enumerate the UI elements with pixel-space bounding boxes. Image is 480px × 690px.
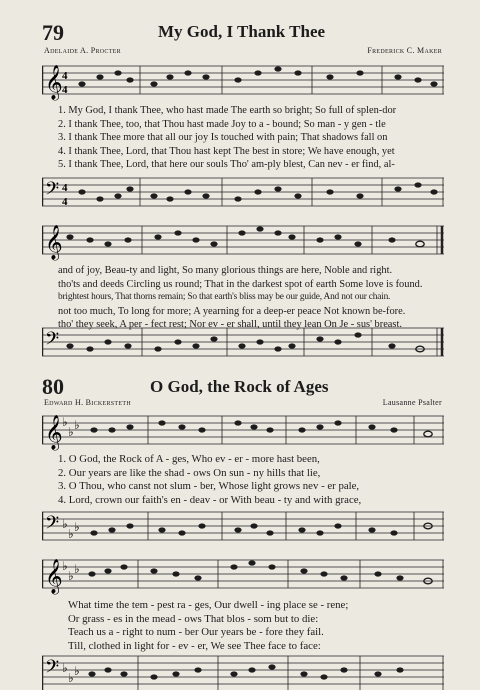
svg-text:𝄢: 𝄢 bbox=[45, 179, 60, 204]
treble-staff bbox=[42, 220, 446, 262]
verse-line: What time the tem - pest ra - ges, Our dwell - ing place se - rene; bbox=[68, 599, 349, 611]
treble-staff bbox=[42, 60, 446, 102]
verse-line: 4. I thank Thee, Lord, that Thou hast kept The best in store; We have enough, yet bbox=[58, 145, 395, 157]
svg-text:𝄞: 𝄞 bbox=[45, 225, 63, 260]
svg-text:♭: ♭ bbox=[74, 520, 80, 534]
verse-line: Till, clothed in light for - ev - er, We see Thee face to face: bbox=[68, 639, 321, 652]
svg-text:𝄞: 𝄞 bbox=[45, 415, 63, 450]
verse-line: tho' they seek, A per - fect rest; Nor ev - er shall, until they lean On Je - sus' breast. bbox=[58, 319, 402, 331]
svg-text:𝄢: 𝄢 bbox=[45, 657, 60, 682]
svg-text:♭: ♭ bbox=[62, 661, 68, 675]
svg-text:♭: ♭ bbox=[62, 559, 68, 573]
verse-line: and of joy, Beau-ty and light, So many glorious things are here, Noble and right. bbox=[58, 265, 393, 276]
svg-text:4: 4 bbox=[62, 84, 68, 96]
svg-text:♭: ♭ bbox=[68, 671, 74, 685]
verse-lyrics bbox=[58, 453, 361, 507]
svg-text:♭: ♭ bbox=[74, 418, 80, 432]
svg-text:♭: ♭ bbox=[62, 415, 68, 429]
svg-text:4: 4 bbox=[62, 70, 68, 82]
verse-line: 2. Our years are like the shad - ows On sun - ny hills that lie, bbox=[58, 466, 321, 479]
treble-staff bbox=[42, 554, 446, 596]
bass-staff bbox=[42, 506, 446, 548]
svg-text:♭: ♭ bbox=[62, 517, 68, 531]
verse-line: Or grass - es in the mead - ows That blos - som but to die: bbox=[68, 612, 319, 625]
bass-staff bbox=[42, 322, 446, 364]
svg-text:𝄢: 𝄢 bbox=[45, 513, 60, 538]
composer-credit: Frederick C. Maker bbox=[367, 46, 442, 55]
svg-text:4: 4 bbox=[62, 182, 68, 194]
svg-text:𝄞: 𝄞 bbox=[45, 65, 63, 100]
verse-line: 5. I thank Thee, Lord, that here our souls Tho' am-ply blest, Can nev - er find, al- bbox=[58, 159, 395, 171]
verse-line: 4. Lord, crown our faith's en - deav - or With beau - ty and with grace, bbox=[58, 493, 362, 506]
bass-staff bbox=[42, 650, 446, 690]
verse-line: 3. O Thou, who canst not slum - ber, Whose light grows nev - er pale, bbox=[58, 480, 360, 493]
svg-text:♭: ♭ bbox=[68, 425, 74, 439]
bass-staff bbox=[42, 172, 446, 214]
verse-lyrics bbox=[68, 599, 348, 653]
treble-staff bbox=[42, 410, 446, 452]
author-credit: Edward H. Bickersteth bbox=[44, 398, 131, 407]
verse-line: 1. O God, the Rock of A - ges, Who ev - er - more hast been, bbox=[58, 453, 320, 465]
svg-text:𝄞: 𝄞 bbox=[45, 559, 63, 594]
hymn-title: My God, I Thank Thee bbox=[158, 22, 326, 41]
hymn-title: O God, the Rock of Ages bbox=[150, 377, 329, 396]
verse-line: 2. I thank Thee, too, that Thou hast made Joy to a - bound; So man - y gen - tle bbox=[58, 118, 386, 130]
composer-credit: Lausanne Psalter bbox=[382, 398, 442, 407]
verse-line: brightest hours, That thorns remain; So that earth's bliss may be our guide, And not our chain. bbox=[58, 292, 391, 303]
svg-text:𝄢: 𝄢 bbox=[45, 329, 60, 354]
verse-line: not too much, To long for more; A yearning for a deep-er peace Not known be-fore. bbox=[58, 305, 406, 317]
svg-text:♭: ♭ bbox=[74, 562, 80, 576]
hymn-number: 80 bbox=[42, 374, 64, 399]
verse-line: 3. I thank Thee more that all our joy Is touched with pain; That shadows fall on bbox=[58, 132, 388, 144]
verse-line: Teach us a - right to num - ber Our years be - fore they fail. bbox=[68, 626, 324, 639]
verse-lyrics bbox=[58, 104, 396, 172]
hymn-number: 79 bbox=[42, 20, 64, 45]
author-credit: Adelaide A. Procter bbox=[44, 46, 121, 55]
svg-text:♭: ♭ bbox=[68, 527, 74, 541]
verse-line: 1. My God, I thank Thee, who hast made The earth so bright; So full of splen-dor bbox=[58, 105, 397, 116]
svg-text:♭: ♭ bbox=[74, 664, 80, 678]
verse-line: tho'ts and deeds Circling us round; That in the darkest spot of earth Some love is found. bbox=[58, 278, 423, 290]
svg-text:4: 4 bbox=[62, 196, 68, 208]
svg-text:♭: ♭ bbox=[68, 569, 74, 583]
